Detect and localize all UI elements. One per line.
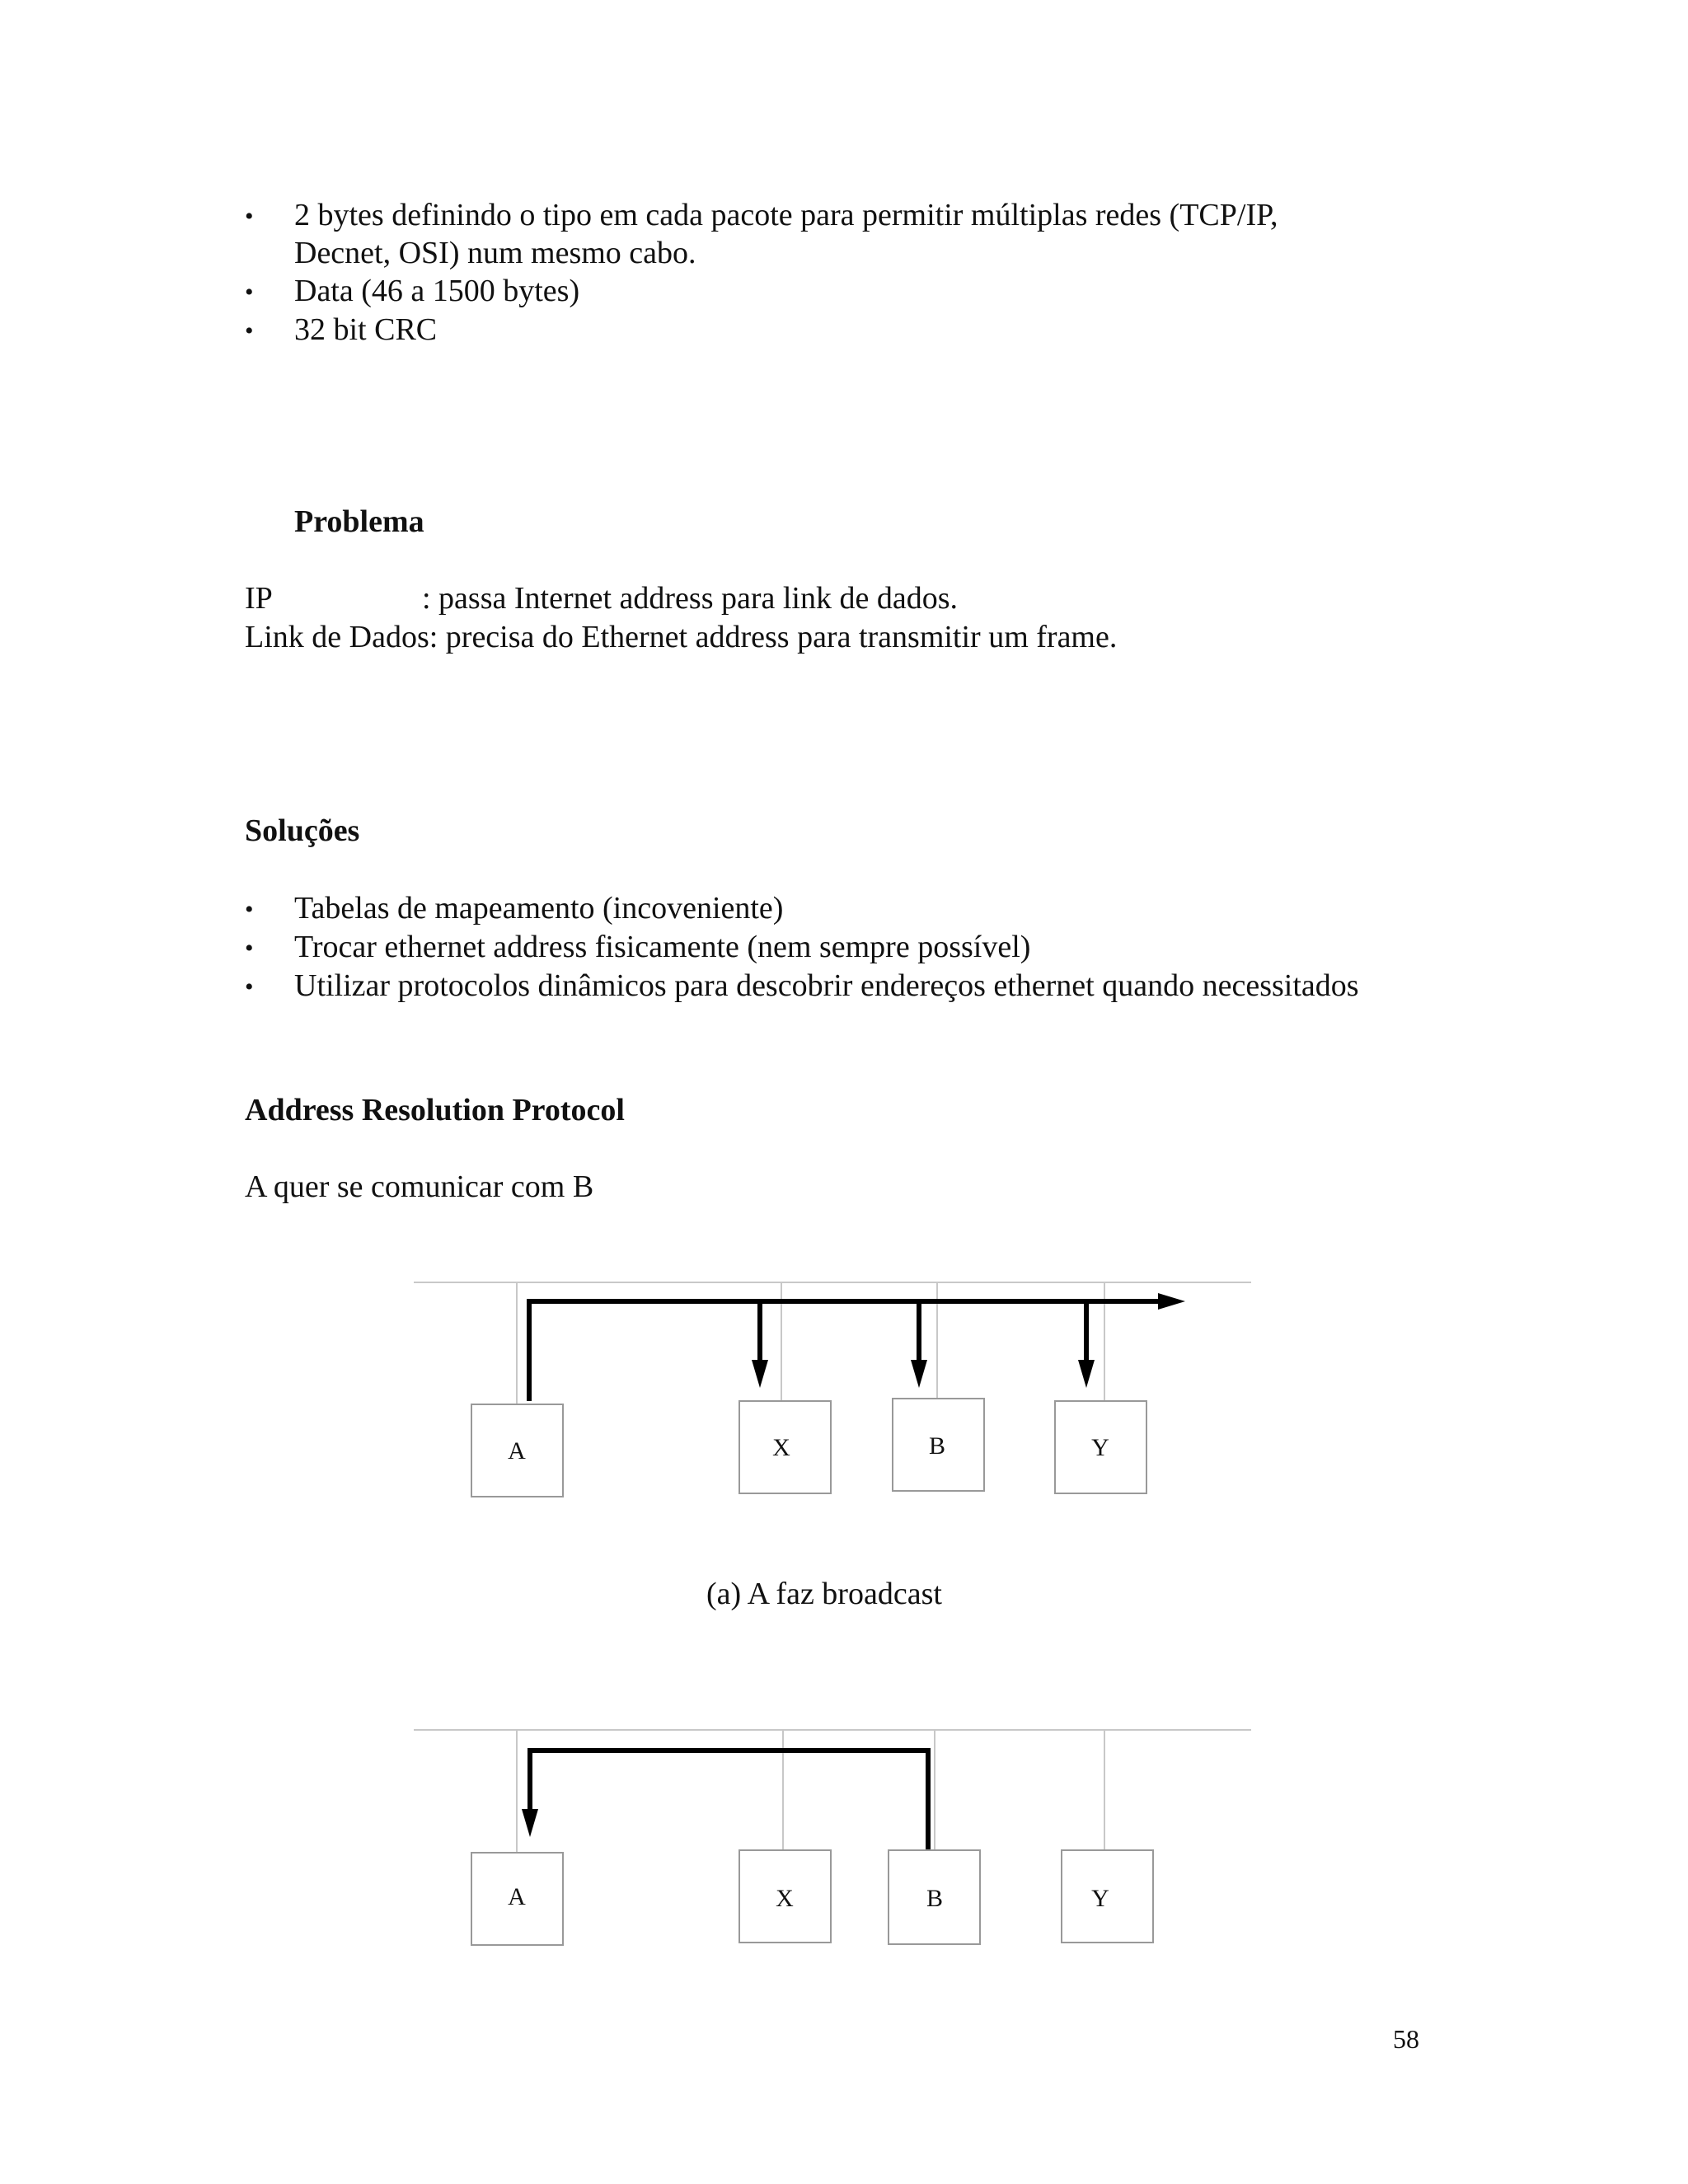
reply-arrowhead	[522, 1809, 538, 1837]
bullet-marker: •	[245, 973, 254, 1001]
node-label-b: B	[928, 1432, 946, 1460]
node-label-y: Y	[1091, 1434, 1109, 1461]
problema-heading: Problema	[294, 504, 424, 539]
node-label-a: A	[508, 1437, 526, 1465]
intro-bullet-1-line-2: Decnet, OSI) num mesmo cabo.	[294, 236, 696, 270]
node-label-b: B	[926, 1885, 944, 1912]
page-number: 58	[1393, 2024, 1419, 2054]
bullet-marker: •	[245, 279, 254, 306]
reply-path	[530, 1750, 928, 1850]
solucao-item-2: Trocar ethernet address fisicamente (nem sempre possível)	[294, 930, 1031, 964]
bullet-marker: •	[245, 317, 254, 344]
ip-label: IP	[245, 581, 273, 616]
arp-intro: A quer se comunicar com B	[245, 1169, 594, 1204]
solucoes-heading: Soluções	[245, 813, 360, 848]
node-label-a: A	[508, 1883, 526, 1910]
link-description: Link de Dados: precisa do Ethernet address para transmitir um frame.	[245, 620, 1118, 654]
ip-description: : passa Internet address para link de dados.	[422, 581, 959, 616]
node-label-x: X	[772, 1434, 790, 1461]
node-label-x: X	[776, 1885, 794, 1912]
bullet-marker: •	[245, 935, 254, 962]
intro-bullet-3: 32 bit CRC	[294, 312, 438, 347]
node-label-y: Y	[1091, 1885, 1109, 1912]
bullet-marker: •	[245, 203, 254, 230]
solucao-item-3: Utilizar protocolos dinâmicos para descobrir endereços ethernet quando necessitados	[294, 968, 1359, 1003]
intro-bullet-1-line-1: 2 bytes definindo o tipo em cada pacote para permitir múltiplas redes (TCP/IP,	[294, 198, 1278, 232]
diagram-a-caption: (a) A faz broadcast	[706, 1577, 942, 1611]
bullet-marker: •	[245, 896, 254, 923]
solucao-item-1: Tabelas de mapeamento (incoveniente)	[294, 891, 784, 926]
intro-bullet-2: Data (46 a 1500 bytes)	[294, 274, 580, 308]
arp-heading: Address Resolution Protocol	[245, 1093, 625, 1127]
